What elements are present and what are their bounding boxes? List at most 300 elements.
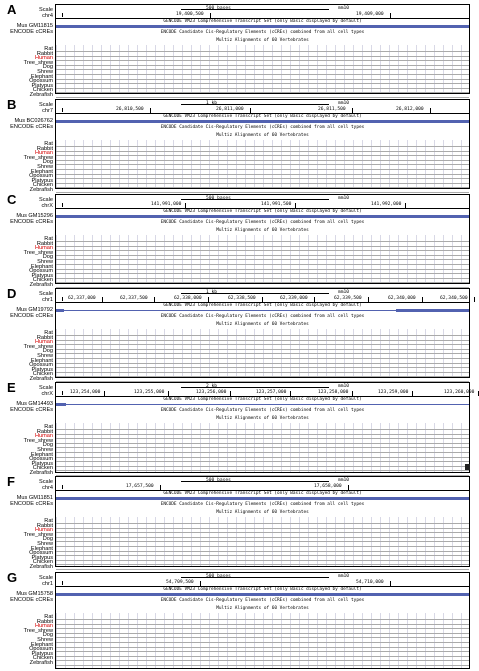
- alignment-row-shrew: [56, 452, 469, 453]
- species-label-dog: Dog: [42, 632, 53, 639]
- coordinate-label: 19,400,500: [176, 12, 204, 17]
- species-label-platypus: Platypus: [31, 460, 53, 467]
- species-label-shrew: Shrew: [37, 447, 53, 453]
- species-label-tree-shrew: Tree_shrew: [23, 249, 53, 256]
- panel-letter: A: [7, 2, 17, 17]
- panel-f: [0, 474, 474, 570]
- panel-letter: F: [7, 474, 15, 489]
- alignment-row-tree-shrew: [56, 65, 469, 66]
- scale-text: 500 bases: [206, 574, 231, 579]
- species-label-chicken: Chicken: [32, 465, 53, 472]
- multiz-title: Multiz Alignments of 60 Vertebrates: [216, 416, 309, 421]
- panel-a: [0, 2, 474, 98]
- scale-text: 1 kb: [206, 101, 218, 106]
- multiz-title: Multiz Alignments of 60 Vertebrates: [216, 510, 309, 515]
- coordinate-label: 26,810,500: [116, 107, 144, 112]
- start-tick: [62, 203, 63, 207]
- scale-text: 500 bases: [206, 196, 231, 201]
- species-label-tree-shrew: Tree_shrew: [23, 531, 53, 538]
- gencode-title: GENCODE VM23 Comprehensive Transcript Set (only Basic displayed by default): [163, 587, 362, 592]
- coordinate-tick: [160, 485, 161, 490]
- encode-label: ENCODE cCREs: [10, 501, 53, 507]
- species-label-zebrafish: Zebrafish: [29, 282, 53, 288]
- species-label-chicken: Chicken: [32, 655, 53, 662]
- coordinate-tick: [154, 297, 155, 302]
- track-labels: [0, 286, 53, 382]
- coordinate-tick: [314, 297, 315, 302]
- alignment-row-elephant: [56, 363, 469, 364]
- alignment-row-rat: [56, 146, 469, 147]
- ccre-title: ENCODE Candidate Cis-Regulatory Elements (cCREs) combined from all cell types: [160, 502, 365, 507]
- species-label-human: Human: [34, 339, 53, 346]
- species-label-rat: Rat: [44, 518, 53, 524]
- alignment-row-human: [56, 155, 469, 156]
- alignment-row-platypus: [56, 466, 469, 467]
- species-label-zebrafish: Zebrafish: [29, 564, 53, 570]
- alignment-row-chicken: [56, 660, 469, 661]
- panel-c: [0, 192, 474, 288]
- coordinate-label: 26,812,000: [396, 107, 424, 112]
- multiz-title: Multiz Alignments of 60 Vertebrates: [216, 133, 309, 138]
- coordinate-label: 54,709,500: [166, 580, 194, 585]
- panel-letter: C: [7, 192, 17, 207]
- alignment-row-platypus: [56, 372, 469, 373]
- coordinate-tick: [185, 203, 186, 208]
- species-label-human: Human: [34, 55, 53, 62]
- gene-label: Mus GM11851: [16, 495, 53, 501]
- species-label-rabbit: Rabbit: [36, 50, 53, 57]
- species-label-platypus: Platypus: [31, 554, 53, 561]
- species-label-shrew: Shrew: [37, 164, 53, 170]
- alignment-row-human: [56, 250, 469, 251]
- species-label-platypus: Platypus: [31, 177, 53, 184]
- transcript-line: [56, 594, 469, 595]
- species-label-rabbit: Rabbit: [36, 522, 53, 529]
- species-label-shrew: Shrew: [37, 69, 53, 75]
- species-label-rat: Rat: [44, 46, 53, 52]
- coordinate-label: 26,811,000: [216, 107, 244, 112]
- alignment-row-tree-shrew: [56, 255, 469, 256]
- chrom-label: chr4: [42, 485, 53, 491]
- browser-track[interactable]: [55, 99, 470, 189]
- alignment-row-tree-shrew: [56, 160, 469, 161]
- coordinate-label: 54,710,000: [356, 580, 384, 585]
- scale-text: 1 kb: [206, 290, 218, 295]
- alignment-row-human: [56, 532, 469, 533]
- alignment-row-shrew: [56, 74, 469, 75]
- alignment-row-human: [56, 344, 469, 345]
- browser-track[interactable]: [55, 194, 470, 284]
- coordinate-tick: [102, 297, 103, 302]
- alignment-row-dog: [56, 259, 469, 260]
- coordinate-tick: [200, 581, 201, 586]
- species-label-tree-shrew: Tree_shrew: [23, 59, 53, 66]
- species-label-dog: Dog: [42, 64, 53, 71]
- alignment-row-opossum: [56, 367, 469, 368]
- coordinate-label: 62,338,500: [228, 296, 256, 301]
- start-tick: [62, 297, 63, 301]
- gene-label: Mus GM14493: [16, 401, 53, 407]
- assembly-label: mm10: [338, 384, 350, 389]
- species-label-tree-shrew: Tree_shrew: [23, 437, 53, 444]
- coordinate-label: 62,339,000: [280, 296, 308, 301]
- alignment-row-human: [56, 60, 469, 61]
- species-label-opossum: Opossum: [29, 78, 53, 85]
- gencode-title: GENCODE VM23 Comprehensive Transcript Set (only Basic displayed by default): [163, 303, 362, 308]
- gene-label: Mus GM15758: [16, 591, 53, 597]
- species-label-zebrafish: Zebrafish: [29, 470, 53, 476]
- coordinate-label: 17,658,000: [314, 484, 342, 489]
- alignment-row-shrew: [56, 264, 469, 265]
- alignment-row-opossum: [56, 273, 469, 274]
- coordinate-tick: [422, 297, 423, 302]
- scale-label: Scale: [39, 479, 53, 485]
- gencode-title: GENCODE VM23 Comprehensive Transcript Set (only Basic displayed by default): [163, 114, 362, 119]
- coordinate-label: 19,409,000: [356, 12, 384, 17]
- species-label-rat: Rat: [44, 614, 53, 620]
- scale-bar: [181, 577, 329, 578]
- alignment-row-chicken: [56, 282, 469, 283]
- species-label-zebrafish: Zebrafish: [29, 376, 53, 382]
- transcript-line: [56, 26, 469, 27]
- gencode-title: GENCODE VM23 Comprehensive Transcript Set (only Basic displayed by default): [163, 491, 362, 496]
- species-label-shrew: Shrew: [37, 637, 53, 643]
- species-label-opossum: Opossum: [29, 268, 53, 275]
- track-labels: [0, 97, 53, 193]
- species-label-human: Human: [34, 245, 53, 252]
- alignment-row-rat: [56, 429, 469, 430]
- alignment-row-dog: [56, 541, 469, 542]
- start-tick: [62, 485, 63, 489]
- species-label-zebrafish: Zebrafish: [29, 660, 53, 666]
- coordinate-label: 141,992,000: [371, 202, 402, 207]
- panel-letter: G: [7, 570, 18, 585]
- coordinate-label: 123,257,000: [256, 390, 287, 395]
- species-label-dog: Dog: [42, 442, 53, 449]
- species-label-rabbit: Rabbit: [36, 145, 53, 152]
- species-label-chicken: Chicken: [32, 87, 53, 94]
- species-label-rat: Rat: [44, 424, 53, 430]
- coordinate-label: 141,991,500: [261, 202, 292, 207]
- alignment-row-chicken: [56, 92, 469, 93]
- alignment-row-human: [56, 628, 469, 629]
- alignment-row-rat: [56, 523, 469, 524]
- alignment-row-rabbit: [56, 246, 469, 247]
- alignment-row-opossum: [56, 651, 469, 652]
- scale-label: Scale: [39, 575, 53, 581]
- coordinate-label: 123,259,000: [378, 390, 409, 395]
- browser-track[interactable]: [55, 382, 475, 473]
- scale-text: 500 bases: [206, 478, 231, 483]
- alignment-row-chicken: [56, 187, 469, 188]
- panel-letter: E: [7, 380, 16, 395]
- coordinate-tick: [474, 297, 475, 302]
- track-labels: [0, 192, 53, 288]
- alignment-row-platypus: [56, 560, 469, 561]
- alignment-row-platypus: [56, 278, 469, 279]
- gene-label: Mus GM11815: [16, 23, 53, 29]
- gencode-title: GENCODE VM23 Comprehensive Transcript Set (only Basic displayed by default): [163, 19, 362, 24]
- assembly-label: mm10: [338, 101, 350, 106]
- coordinate-tick: [230, 391, 231, 396]
- species-label-shrew: Shrew: [37, 353, 53, 359]
- coordinate-tick: [352, 108, 353, 113]
- coordinate-label: 123,254,000: [70, 390, 101, 395]
- coordinate-label: 62,337,500: [120, 296, 148, 301]
- scroll-marker[interactable]: [465, 464, 470, 470]
- coordinate-tick: [208, 297, 209, 302]
- scale-bar: [181, 199, 329, 200]
- coordinate-tick: [412, 391, 413, 396]
- species-label-human: Human: [34, 150, 53, 157]
- browser-track[interactable]: [55, 572, 470, 669]
- track-labels: [0, 2, 53, 98]
- alignment-row-elephant: [56, 79, 469, 80]
- species-label-rabbit: Rabbit: [36, 428, 53, 435]
- track-labels: [0, 474, 53, 570]
- coordinate-label: 123,260,000: [444, 390, 475, 395]
- scale-bar: [181, 9, 329, 10]
- species-label-rabbit: Rabbit: [36, 618, 53, 625]
- encode-label: ENCODE cCREs: [10, 219, 53, 225]
- alignment-row-elephant: [56, 457, 469, 458]
- ccre-title: ENCODE Candidate Cis-Regulatory Elements (cCREs) combined from all cell types: [160, 220, 365, 225]
- alignment-row-elephant: [56, 551, 469, 552]
- gencode-title: GENCODE VM23 Comprehensive Transcript Set (only Basic displayed by default): [163, 209, 362, 214]
- transcript-line: [56, 121, 469, 122]
- browser-track[interactable]: [55, 288, 470, 378]
- species-label-tree-shrew: Tree_shrew: [23, 154, 53, 161]
- species-label-opossum: Opossum: [29, 646, 53, 653]
- coordinate-tick: [150, 108, 151, 113]
- chrom-label: chr4: [42, 13, 53, 19]
- gene-label: Mus BC026762: [14, 118, 53, 124]
- alignment-row-opossum: [56, 83, 469, 84]
- track-labels: [0, 380, 53, 476]
- alignment-row-rabbit: [56, 56, 469, 57]
- species-label-opossum: Opossum: [29, 456, 53, 463]
- chrom-label: chrX: [41, 391, 53, 397]
- alignment-row-dog: [56, 353, 469, 354]
- alignment-row-chicken: [56, 564, 469, 565]
- alignment-row-opossum: [56, 461, 469, 462]
- species-label-rat: Rat: [44, 141, 53, 147]
- start-tick: [62, 13, 63, 17]
- assembly-label: mm10: [338, 478, 350, 483]
- alignment-row-tree-shrew: [56, 537, 469, 538]
- coordinate-tick: [290, 391, 291, 396]
- species-label-elephant: Elephant: [30, 73, 53, 80]
- multiz-title: Multiz Alignments of 60 Vertebrates: [216, 322, 309, 327]
- species-label-human: Human: [34, 433, 53, 440]
- coordinate-tick: [368, 297, 369, 302]
- alignment-row-dog: [56, 637, 469, 638]
- coordinate-label: 17,657,500: [126, 484, 154, 489]
- species-label-opossum: Opossum: [29, 362, 53, 369]
- coordinate-label: 62,339,500: [334, 296, 362, 301]
- track-labels: [0, 570, 53, 669]
- alignment-row-shrew: [56, 358, 469, 359]
- species-label-platypus: Platypus: [31, 650, 53, 657]
- coordinate-label: 62,340,000: [388, 296, 416, 301]
- coordinate-tick: [430, 108, 431, 113]
- scale-bar: [181, 387, 329, 388]
- assembly-label: mm10: [338, 290, 350, 295]
- alignment-row-elephant: [56, 647, 469, 648]
- chrom-label: chr1: [42, 581, 53, 587]
- start-tick: [62, 108, 63, 112]
- browser-track[interactable]: [55, 476, 470, 567]
- assembly-label: mm10: [338, 196, 350, 201]
- coordinate-tick: [168, 391, 169, 396]
- scale-label: Scale: [39, 291, 53, 297]
- species-label-rabbit: Rabbit: [36, 240, 53, 247]
- ccre-title: ENCODE Candidate Cis-Regulatory Elements (cCREs) combined from all cell types: [160, 30, 365, 35]
- alignment-row-rat: [56, 335, 469, 336]
- coordinate-tick: [104, 391, 105, 396]
- alignment-row-rat: [56, 619, 469, 620]
- multiz-title: Multiz Alignments of 60 Vertebrates: [216, 38, 309, 43]
- alignment-row-opossum: [56, 555, 469, 556]
- scale-bar: [181, 481, 329, 482]
- encode-label: ENCODE cCREs: [10, 597, 53, 603]
- scale-text: 2 kb: [206, 384, 218, 389]
- species-label-dog: Dog: [42, 254, 53, 261]
- species-label-rat: Rat: [44, 330, 53, 336]
- coordinate-tick: [348, 485, 349, 490]
- chrom-label: chrX: [41, 203, 53, 209]
- ccre-title: ENCODE Candidate Cis-Regulatory Elements (cCREs) combined from all cell types: [160, 408, 365, 413]
- multiz-title: Multiz Alignments of 60 Vertebrates: [216, 606, 309, 611]
- species-label-platypus: Platypus: [31, 82, 53, 89]
- scale-text: 500 bases: [206, 6, 231, 11]
- species-label-platypus: Platypus: [31, 272, 53, 279]
- panel-b: [0, 97, 474, 193]
- alignment-row-elephant: [56, 174, 469, 175]
- species-label-chicken: Chicken: [32, 182, 53, 189]
- panel-e: [0, 380, 475, 476]
- coordinate-label: 62,337,000: [68, 296, 96, 301]
- alignment-row-opossum: [56, 178, 469, 179]
- alignment-row-dog: [56, 69, 469, 70]
- species-label-shrew: Shrew: [37, 259, 53, 265]
- multiz-title: Multiz Alignments of 60 Vertebrates: [216, 228, 309, 233]
- chrom-label: chr1: [42, 297, 53, 303]
- species-label-tree-shrew: Tree_shrew: [23, 627, 53, 634]
- species-label-dog: Dog: [42, 536, 53, 543]
- species-label-elephant: Elephant: [30, 357, 53, 364]
- species-label-elephant: Elephant: [30, 263, 53, 270]
- panel-letter: D: [7, 286, 17, 301]
- species-label-elephant: Elephant: [30, 641, 53, 648]
- alignment-row-chicken: [56, 376, 469, 377]
- species-label-tree-shrew: Tree_shrew: [23, 343, 53, 350]
- encode-label: ENCODE cCREs: [10, 29, 53, 35]
- species-label-zebrafish: Zebrafish: [29, 92, 53, 98]
- species-label-dog: Dog: [42, 159, 53, 166]
- species-label-elephant: Elephant: [30, 545, 53, 552]
- species-label-rat: Rat: [44, 236, 53, 242]
- panel-d: [0, 286, 474, 382]
- alignment-row-zebrafish: [56, 665, 469, 666]
- alignment-row-rat: [56, 241, 469, 242]
- species-label-platypus: Platypus: [31, 366, 53, 373]
- coordinate-label: 123,255,000: [134, 390, 165, 395]
- scale-label: Scale: [39, 102, 53, 108]
- alignment-row-shrew: [56, 546, 469, 547]
- scale-label: Scale: [39, 7, 53, 13]
- browser-track[interactable]: [55, 4, 470, 94]
- start-tick: [62, 391, 63, 395]
- scale-bar: [181, 104, 329, 105]
- coordinate-label: 123,256,000: [196, 390, 227, 395]
- alignment-row-platypus: [56, 183, 469, 184]
- gencode-title: GENCODE VM23 Comprehensive Transcript Set (only Basic displayed by default): [163, 397, 362, 402]
- alignment-row-dog: [56, 447, 469, 448]
- scale-label: Scale: [39, 385, 53, 391]
- transcript-line: [56, 498, 469, 499]
- alignment-row-elephant: [56, 269, 469, 270]
- alignment-row-shrew: [56, 169, 469, 170]
- gene-label: Mus GM19792: [16, 307, 53, 313]
- coordinate-label: 123,258,000: [318, 390, 349, 395]
- species-label-elephant: Elephant: [30, 451, 53, 458]
- species-label-chicken: Chicken: [32, 277, 53, 284]
- coordinate-tick: [250, 108, 251, 113]
- coordinate-tick: [352, 391, 353, 396]
- alignment-row-tree-shrew: [56, 349, 469, 350]
- ccre-title: ENCODE Candidate Cis-Regulatory Elements (cCREs) combined from all cell types: [160, 598, 365, 603]
- species-label-rabbit: Rabbit: [36, 334, 53, 341]
- species-label-opossum: Opossum: [29, 173, 53, 180]
- chrom-label: chr7: [42, 108, 53, 114]
- species-label-zebrafish: Zebrafish: [29, 187, 53, 193]
- species-label-chicken: Chicken: [32, 371, 53, 378]
- scale-bar: [181, 293, 329, 294]
- alignment-row-tree-shrew: [56, 633, 469, 634]
- ccre-title: ENCODE Candidate Cis-Regulatory Elements (cCREs) combined from all cell types: [160, 125, 365, 130]
- gene-label: Mus GM15296: [16, 213, 53, 219]
- start-tick: [62, 581, 63, 585]
- scale-label: Scale: [39, 197, 53, 203]
- transcript-line: [56, 404, 469, 405]
- coordinate-label: 141,991,000: [151, 202, 182, 207]
- alignment-row-rabbit: [56, 434, 469, 435]
- coordinate-label: 62,338,000: [174, 296, 202, 301]
- assembly-label: mm10: [338, 6, 350, 11]
- alignment-row-shrew: [56, 642, 469, 643]
- alignment-row-tree-shrew: [56, 443, 469, 444]
- species-label-human: Human: [34, 527, 53, 534]
- alignment-row-rabbit: [56, 340, 469, 341]
- alignment-row-human: [56, 438, 469, 439]
- panel-letter: B: [7, 97, 17, 112]
- encode-label: ENCODE cCREs: [10, 313, 53, 319]
- ccre-title: ENCODE Candidate Cis-Regulatory Elements (cCREs) combined from all cell types: [160, 314, 365, 319]
- alignment-row-platypus: [56, 88, 469, 89]
- encode-label: ENCODE cCREs: [10, 124, 53, 130]
- panel-g: [0, 570, 474, 669]
- coordinate-tick: [210, 13, 211, 18]
- species-label-dog: Dog: [42, 348, 53, 355]
- coordinate-tick: [405, 203, 406, 208]
- species-label-shrew: Shrew: [37, 541, 53, 547]
- alignment-row-rabbit: [56, 151, 469, 152]
- transcript-line: [56, 216, 469, 217]
- assembly-label: mm10: [338, 574, 350, 579]
- alignment-row-chicken: [56, 470, 469, 471]
- species-label-chicken: Chicken: [32, 559, 53, 566]
